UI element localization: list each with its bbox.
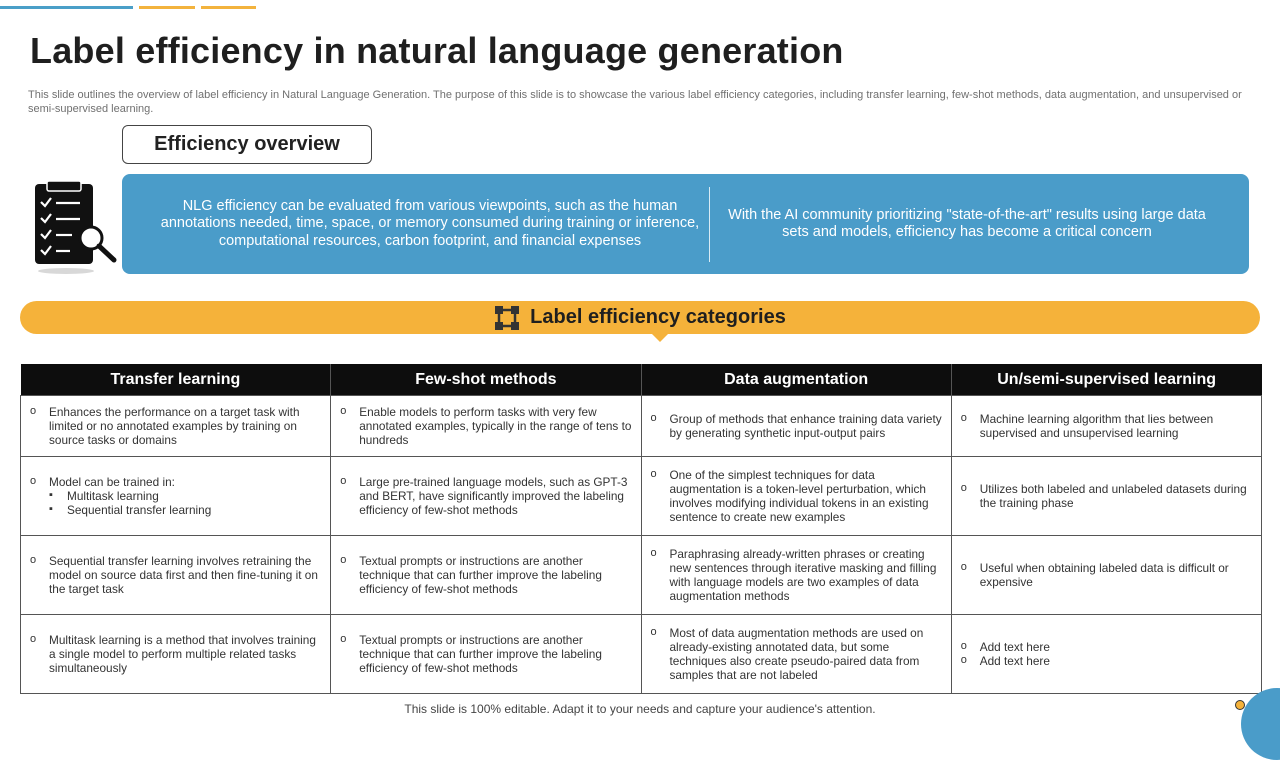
bullet-text: o Paraphrasing already-written phrases or creating new sentences through iterative masking and filling with language models are two examples of data augmentation methods	[650, 547, 943, 604]
bullet-text: o Multitask learning is a method that involves training a single model to perform multiple related tasks simultaneously	[29, 633, 322, 676]
table-cell	[951, 457, 1261, 536]
table-row	[21, 457, 1262, 536]
bullet-text: o Large pre-trained language models, such as GPT-3 and BERT, have significantly improved the labeling efficiency of few-shot methods	[339, 475, 632, 518]
table-cell	[641, 615, 951, 694]
table-cell	[951, 615, 1261, 694]
table-cell	[641, 536, 951, 615]
table-cell	[951, 536, 1261, 615]
table-cell	[21, 396, 331, 457]
bullet-text: o Useful when obtaining labeled data is difficult or expensive	[960, 561, 1253, 589]
bullet-text: o Group of methods that enhance training data variety by generating synthetic input-output pairs	[650, 412, 943, 440]
table-cell	[331, 457, 641, 536]
efficiency-overview-panel	[122, 174, 1249, 274]
bullet-text: o Textual prompts or instructions are another technique that can further improve the labeling efficiency of few-shot methods	[339, 554, 632, 597]
top-accent-orange-2	[201, 6, 256, 9]
table-cell	[951, 396, 1261, 457]
table-row	[21, 396, 1262, 457]
bullet-text: o Add text here	[960, 640, 1253, 654]
categories-banner	[20, 301, 1260, 334]
table-cell	[641, 457, 951, 536]
top-accent-blue	[0, 6, 133, 9]
footer-note: This slide is 100% editable. Adapt it to your needs and capture your audience's attention.	[404, 702, 876, 716]
bullet-text: o Utilizes both labeled and unlabeled datasets during the training phase	[960, 482, 1253, 510]
clipboard-checklist-magnifier-icon	[30, 180, 118, 276]
page-subtitle: This slide outlines the overview of label efficiency in Natural Language Generation. The purpose of this slide is to showcase the various label efficiency categories, including transfer learning, few-shot methods, data augmentation, and unsupervised or semi-supervised learning.	[28, 89, 1242, 115]
corner-decoration-dot	[1235, 700, 1245, 710]
overview-right-text: With the AI community prioritizing "state-of-the-art" results using large data sets and models, efficiency has become a critical concern	[728, 206, 1206, 240]
page-title: Label efficiency in natural language generation	[30, 30, 844, 71]
header-un-semi-supervised: Un/semi-supervised learning	[951, 364, 1261, 396]
bullet-text: o One of the simplest techniques for data augmentation is a token-level perturbation, which involves modifying individual tokens in an existing sentence to create new examples	[650, 468, 943, 525]
table-cell	[21, 536, 331, 615]
table-header-row	[21, 364, 1262, 396]
bullet-text: o Sequential transfer learning involves retraining the model on source data first and then fine-tuning it on the target task	[29, 554, 322, 597]
overview-divider	[709, 187, 710, 262]
bullet-text: o Machine learning algorithm that lies between supervised and unsupervised learning	[960, 412, 1253, 440]
table-cell	[641, 396, 951, 457]
overview-left-text: NLG efficiency can be evaluated from various viewpoints, such as the human annotations needed, time, space, or memory consumed during training or inference, computational resources, carbon footprint, and financial expenses	[160, 197, 700, 249]
bullet-text: o Enhances the performance on a target task with limited or no annotated examples by training on source tasks or domains	[29, 405, 322, 448]
header-transfer-learning: Transfer learning	[21, 364, 331, 396]
table-cell	[331, 615, 641, 694]
table-row	[21, 536, 1262, 615]
efficiency-overview-label: Efficiency overview	[122, 125, 372, 164]
banner-pointer	[652, 334, 668, 342]
node-square-icon	[494, 305, 520, 331]
table-cell	[331, 536, 641, 615]
bullet-text: o Model can be trained in:	[29, 475, 322, 489]
table-cell	[331, 396, 641, 457]
bullet-text: o Add text here	[960, 654, 1253, 668]
bullet-text: o Most of data augmentation methods are used on already-existing annotated data, but some techniques also create pseudo-paired data from samples that are not labeled	[650, 626, 943, 683]
sub-bullet-text: ▪ Multitask learning	[29, 489, 322, 503]
header-few-shot-methods: Few-shot methods	[331, 364, 641, 396]
sub-bullet-text: ▪ Sequential transfer learning	[29, 503, 322, 517]
table-row	[21, 615, 1262, 694]
top-accent-orange-1	[139, 6, 195, 9]
categories-title: Label efficiency categories	[530, 306, 786, 328]
header-data-augmentation: Data augmentation	[641, 364, 951, 396]
bullet-text: o Enable models to perform tasks with very few annotated examples, typically in the range of tens to hundreds	[339, 405, 632, 448]
categories-table	[20, 364, 1262, 694]
table-cell	[21, 457, 331, 536]
corner-decoration-circle	[1241, 688, 1280, 760]
bullet-text: o Textual prompts or instructions are another technique that can further improve the labeling efficiency of few-shot methods	[339, 633, 632, 676]
table-cell	[21, 615, 331, 694]
